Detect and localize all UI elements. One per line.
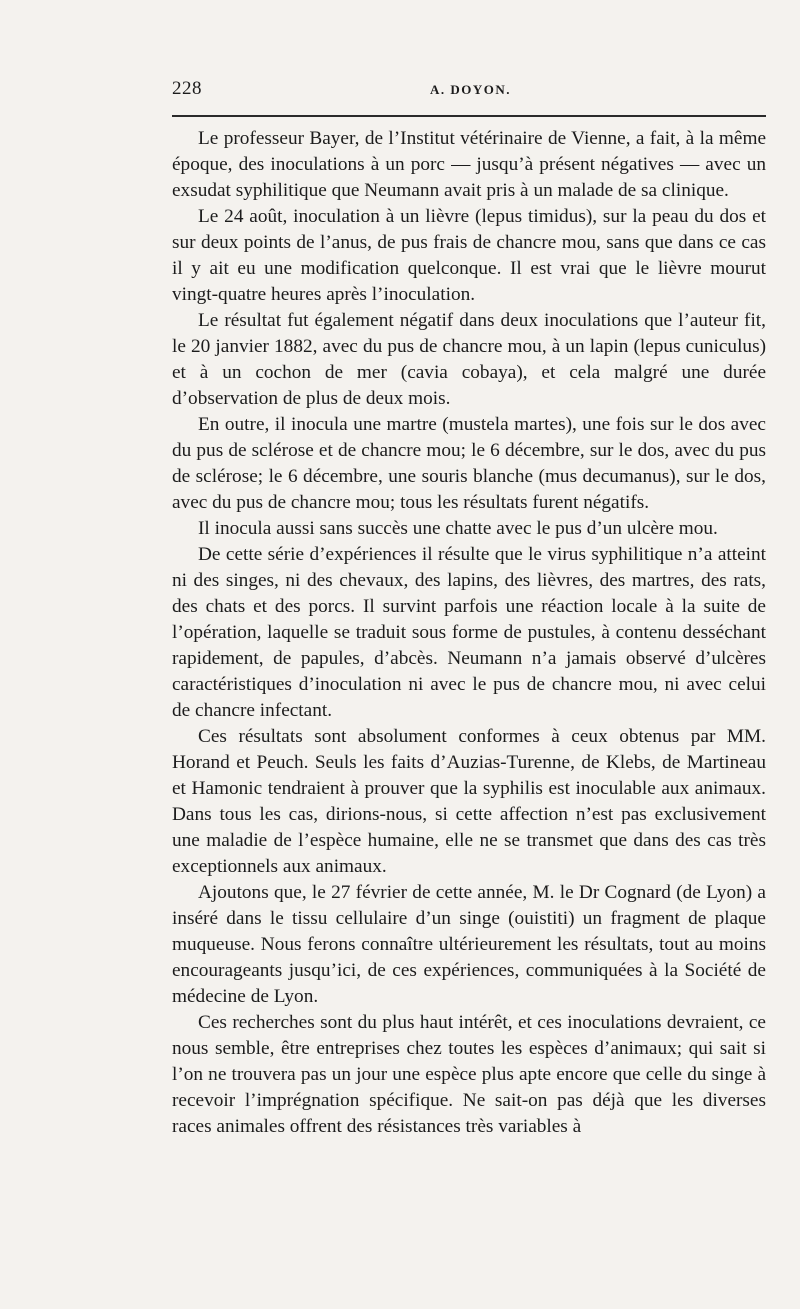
paragraph-5: Il inocula aussi sans succès une chatte avec le pus d’un ulcère mou. [198,518,718,539]
paragraph-4: En outre, il inocula une martre (mustela martes), une fois sur le dos avec du pus de sclérose et de chancre mou; le 6 décembre, sur le dos, avec du pus de sclérose; le 6 décembre, une souris blanche (mus decumanus), sur le dos, avec du pus de chancre mou; tous les résultats furent négatifs. [172,414,766,513]
running-head: A. DOYON. [430,82,512,97]
paragraph-9: Ces recherches sont du plus haut intérêt, et ces inoculations devraient, ce nous semble, être entreprises chez toutes les espèces d’animaux; qui sait si l’on ne trouvera pas un jour une espèce plus apte encore que celle du singe à recevoir l’imprégnation spécifique. Ne sait-on pas déjà que les diverses races animales offrent des résistances très variables à [172,1012,766,1137]
paragraph-6: De cette série d’expériences il résulte que le virus syphilitique n’a atteint ni des singes, ni des chevaux, des lapins, des lièvres, des martres, des rats, des chats et des porcs. Il survint parfois une réaction locale à la suite de l’opération, laquelle se traduit sous forme de pustules, à contenu desséchant rapidement, de papules, d’abcès. Neumann n’a jamais observé d’ulcères caractéristiques d’inoculation ni avec le pus de chancre mou, ni avec celui de chancre infectant. [172,544,766,721]
paragraph-8: Ajoutons que, le 27 février de cette année, M. le Dr Cognard (de Lyon) a inséré dans le tissu cellulaire d’un singe (ouistiti) un fragment de plaque muqueuse. Nous ferons connaître ultérieurement les résultats, tout au moins encourageants jusqu’ici, de ces expériences, communiquées à la Société de médecine de Lyon. [172,882,766,1007]
body-text [172,126,766,1140]
paragraph-1: Le professeur Bayer, de l’Institut vétérinaire de Vienne, a fait, à la même époque, des inoculations à un porc — jusqu’à présent négatives — avec un exsudat syphilitique que Neumann avait pris à un malade de sa clinique. [172,128,766,201]
paragraph-3: Le résultat fut également négatif dans deux inoculations que l’auteur fit, le 20 janvier 1882, avec du pus de chancre mou, à un lapin (lepus cuniculus) et à un cochon de mer (cavia cobaya), et cela malgré une durée d’observation de plus de deux mois. [172,310,766,409]
paragraph-7: Ces résultats sont absolument conformes à ceux obtenus par MM. Horand et Peuch. Seuls les faits d’Auzias-Turenne, de Klebs, de Martineau et Hamonic tendraient à prouver que la syphilis est inoculable aux animaux. Dans tous les cas, dirions-nous, si cette affection n’est pas exclusivement une maladie de l’espèce humaine, elle ne se transmet que dans des cas très exceptionnels aux animaux. [172,726,766,877]
header-rule [172,115,766,117]
page-number: 228 [172,78,202,99]
paragraph-2: Le 24 août, inoculation à un lièvre (lepus timidus), sur la peau du dos et sur deux points de l’anus, de pus frais de chancre mou, sans que dans ce cas il y ait eu une modification quelconque. Il est vrai que le lièvre mourut vingt-quatre heures après l’inoculation. [172,206,766,305]
page-header [172,76,764,104]
